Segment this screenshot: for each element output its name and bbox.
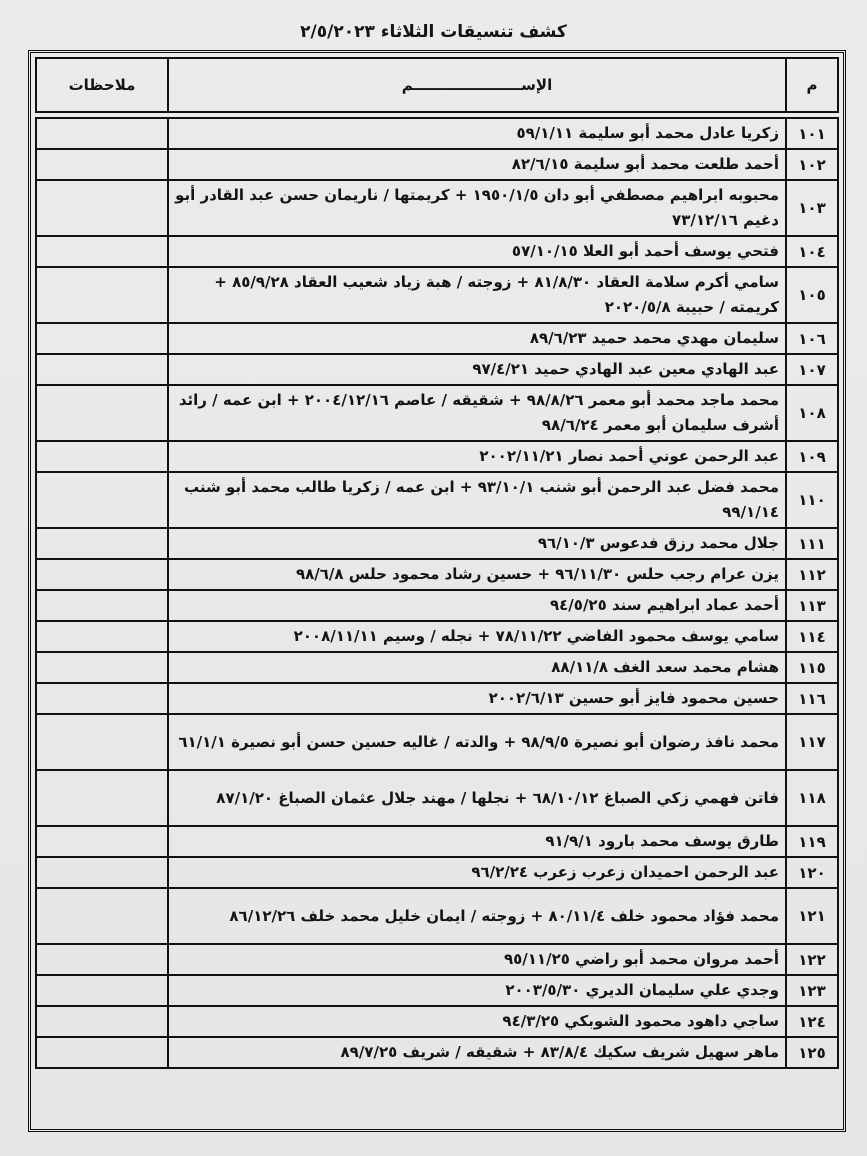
row-number: ١١٧ (786, 714, 838, 770)
header-notes: ملاحظات (36, 58, 168, 112)
row-notes (36, 590, 168, 621)
row-name: عبد الرحمن عوني أحمد نصار ٢٠٠٢/١١/٢١ (168, 441, 786, 472)
table-row (36, 149, 838, 180)
row-number: ١٢١ (786, 888, 838, 944)
row-notes (36, 975, 168, 1006)
row-number: ١١١ (786, 528, 838, 559)
row-number: ١٠١ (786, 118, 838, 149)
row-notes (36, 770, 168, 826)
row-number: ١٠٤ (786, 236, 838, 267)
page-title: كشف تنسيقات الثلاثاء ٢/٥/٢٠٢٣ (300, 22, 567, 42)
row-number: ١٢٢ (786, 944, 838, 975)
row-name: طارق يوسف محمد بارود ٩١/٩/١ (168, 826, 786, 857)
row-number: ١٢٤ (786, 1006, 838, 1037)
row-number: ١٢٥ (786, 1037, 838, 1068)
table-row (36, 826, 838, 857)
row-number: ١١٨ (786, 770, 838, 826)
row-name: فاتن فهمي زكي الصباغ ٦٨/١٠/١٢ + نجلها / مهند جلال عثمان الصباغ ٨٧/١/٢٠ (168, 770, 786, 826)
row-name: سليمان مهدي محمد حميد ٨٩/٦/٢٣ (168, 323, 786, 354)
row-notes (36, 118, 168, 149)
row-name: أحمد عماد ابراهيم سند ٩٤/٥/٢٥ (168, 590, 786, 621)
row-number: ١١٢ (786, 559, 838, 590)
row-name: محبوبه ابراهيم مصطفي أبو دان ١٩٥٠/١/٥ + كريمتها / ناريمان حسن عبد القادر أبو دغيم ٧٣/١٢/١٦ (168, 180, 786, 236)
row-number: ١٢٣ (786, 975, 838, 1006)
row-notes (36, 1037, 168, 1068)
row-name: يزن عرام رجب حلس ٩٦/١١/٣٠ + حسين رشاد محمود حلس ٩٨/٦/٨ (168, 559, 786, 590)
table-row (36, 1037, 838, 1068)
row-name: وجدي علي سليمان الديري ٢٠٠٣/٥/٣٠ (168, 975, 786, 1006)
row-number: ١١٩ (786, 826, 838, 857)
table-row (36, 1006, 838, 1037)
row-notes (36, 857, 168, 888)
row-name: ساجي داهود محمود الشوبكي ٩٤/٣/٢٥ (168, 1006, 786, 1037)
row-notes (36, 441, 168, 472)
table-row (36, 236, 838, 267)
row-name: محمد فضل عبد الرحمن أبو شنب ٩٣/١٠/١ + ابن عمه / زكريا طالب محمد أبو شنب ٩٩/١/١٤ (168, 472, 786, 528)
row-name: حسين محمود فايز أبو حسين ٢٠٠٢/٦/١٣ (168, 683, 786, 714)
table-body (36, 118, 838, 1068)
table-row (36, 267, 838, 323)
row-name: عبد الهادي معين عبد الهادي حميد ٩٧/٤/٢١ (168, 354, 786, 385)
row-number: ١٠٩ (786, 441, 838, 472)
table-row (36, 975, 838, 1006)
table-row (36, 385, 838, 441)
row-number: ١١٤ (786, 621, 838, 652)
row-notes (36, 888, 168, 944)
row-notes (36, 559, 168, 590)
table-row (36, 590, 838, 621)
table-row (36, 770, 838, 826)
table-row (36, 441, 838, 472)
row-name: أحمد طلعت محمد أبو سليمة ٨٢/٦/١٥ (168, 149, 786, 180)
row-notes (36, 683, 168, 714)
table-frame (28, 50, 846, 1132)
row-number: ١٠٧ (786, 354, 838, 385)
table-row (36, 118, 838, 149)
row-notes (36, 826, 168, 857)
row-number: ١٠٢ (786, 149, 838, 180)
table-row (36, 944, 838, 975)
row-number: ١٠٥ (786, 267, 838, 323)
row-number: ١٢٠ (786, 857, 838, 888)
table-header-row (36, 58, 838, 112)
table-row (36, 857, 838, 888)
table-row (36, 652, 838, 683)
row-name: أحمد مروان محمد أبو راضي ٩٥/١١/٢٥ (168, 944, 786, 975)
row-notes (36, 621, 168, 652)
row-notes (36, 323, 168, 354)
row-name: فتحي يوسف أحمد أبو العلا ٥٧/١٠/١٥ (168, 236, 786, 267)
table-row (36, 621, 838, 652)
header-num: م (786, 58, 838, 112)
row-notes (36, 354, 168, 385)
row-number: ١١٦ (786, 683, 838, 714)
names-table (35, 57, 839, 1069)
row-notes (36, 236, 168, 267)
row-notes (36, 652, 168, 683)
row-notes (36, 472, 168, 528)
row-name: سامي أكرم سلامة العقاد ٨١/٨/٣٠ + زوجته / هبة زياد شعيب العقاد ٨٥/٩/٢٨ + كريمته / حبيبة ٢٠٢٠/٥/٨ (168, 267, 786, 323)
row-name: جلال محمد رزق فدعوس ٩٦/١٠/٣ (168, 528, 786, 559)
row-name: محمد فؤاد محمود خلف ٨٠/١١/٤ + زوجته / ايمان خليل محمد خلف ٨٦/١٢/٢٦ (168, 888, 786, 944)
row-notes (36, 528, 168, 559)
row-notes (36, 714, 168, 770)
row-number: ١٠٣ (786, 180, 838, 236)
table-row (36, 180, 838, 236)
row-name: ماهر سهيل شريف سكيك ٨٣/٨/٤ + شقيقه / شريف ٨٩/٧/٢٥ (168, 1037, 786, 1068)
header-name: الإســـــــــــــــــــــم (168, 58, 786, 112)
row-notes (36, 1006, 168, 1037)
row-name: عبد الرحمن احميدان زعرب زعرب ٩٦/٢/٢٤ (168, 857, 786, 888)
row-notes (36, 149, 168, 180)
table-row (36, 354, 838, 385)
row-name: هشام محمد سعد الغف ٨٨/١١/٨ (168, 652, 786, 683)
row-number: ١١٠ (786, 472, 838, 528)
row-name: محمد نافذ رضوان أبو نصيرة ٩٨/٩/٥ + والدته / غاليه حسين حسن أبو نصيرة ٦١/١/١ (168, 714, 786, 770)
row-notes (36, 180, 168, 236)
row-notes (36, 385, 168, 441)
row-name: سامي يوسف محمود الفاضي ٧٨/١١/٢٢ + نجله / وسيم ٢٠٠٨/١١/١١ (168, 621, 786, 652)
table-row (36, 683, 838, 714)
table-row (36, 714, 838, 770)
row-notes (36, 267, 168, 323)
table-row (36, 472, 838, 528)
table-row (36, 323, 838, 354)
row-number: ١١٥ (786, 652, 838, 683)
table-row (36, 888, 838, 944)
row-name: زكريا عادل محمد أبو سليمة ٥٩/١/١١ (168, 118, 786, 149)
table-row (36, 528, 838, 559)
row-number: ١٠٦ (786, 323, 838, 354)
row-number: ١١٣ (786, 590, 838, 621)
row-number: ١٠٨ (786, 385, 838, 441)
table-row (36, 559, 838, 590)
row-name: محمد ماجد محمد أبو معمر ٩٨/٨/٢٦ + شقيقه / عاصم ٢٠٠٤/١٢/١٦ + ابن عمه / رائد أشرف سليمان أبو معمر ٩٨/٦/٢٤ (168, 385, 786, 441)
row-notes (36, 944, 168, 975)
